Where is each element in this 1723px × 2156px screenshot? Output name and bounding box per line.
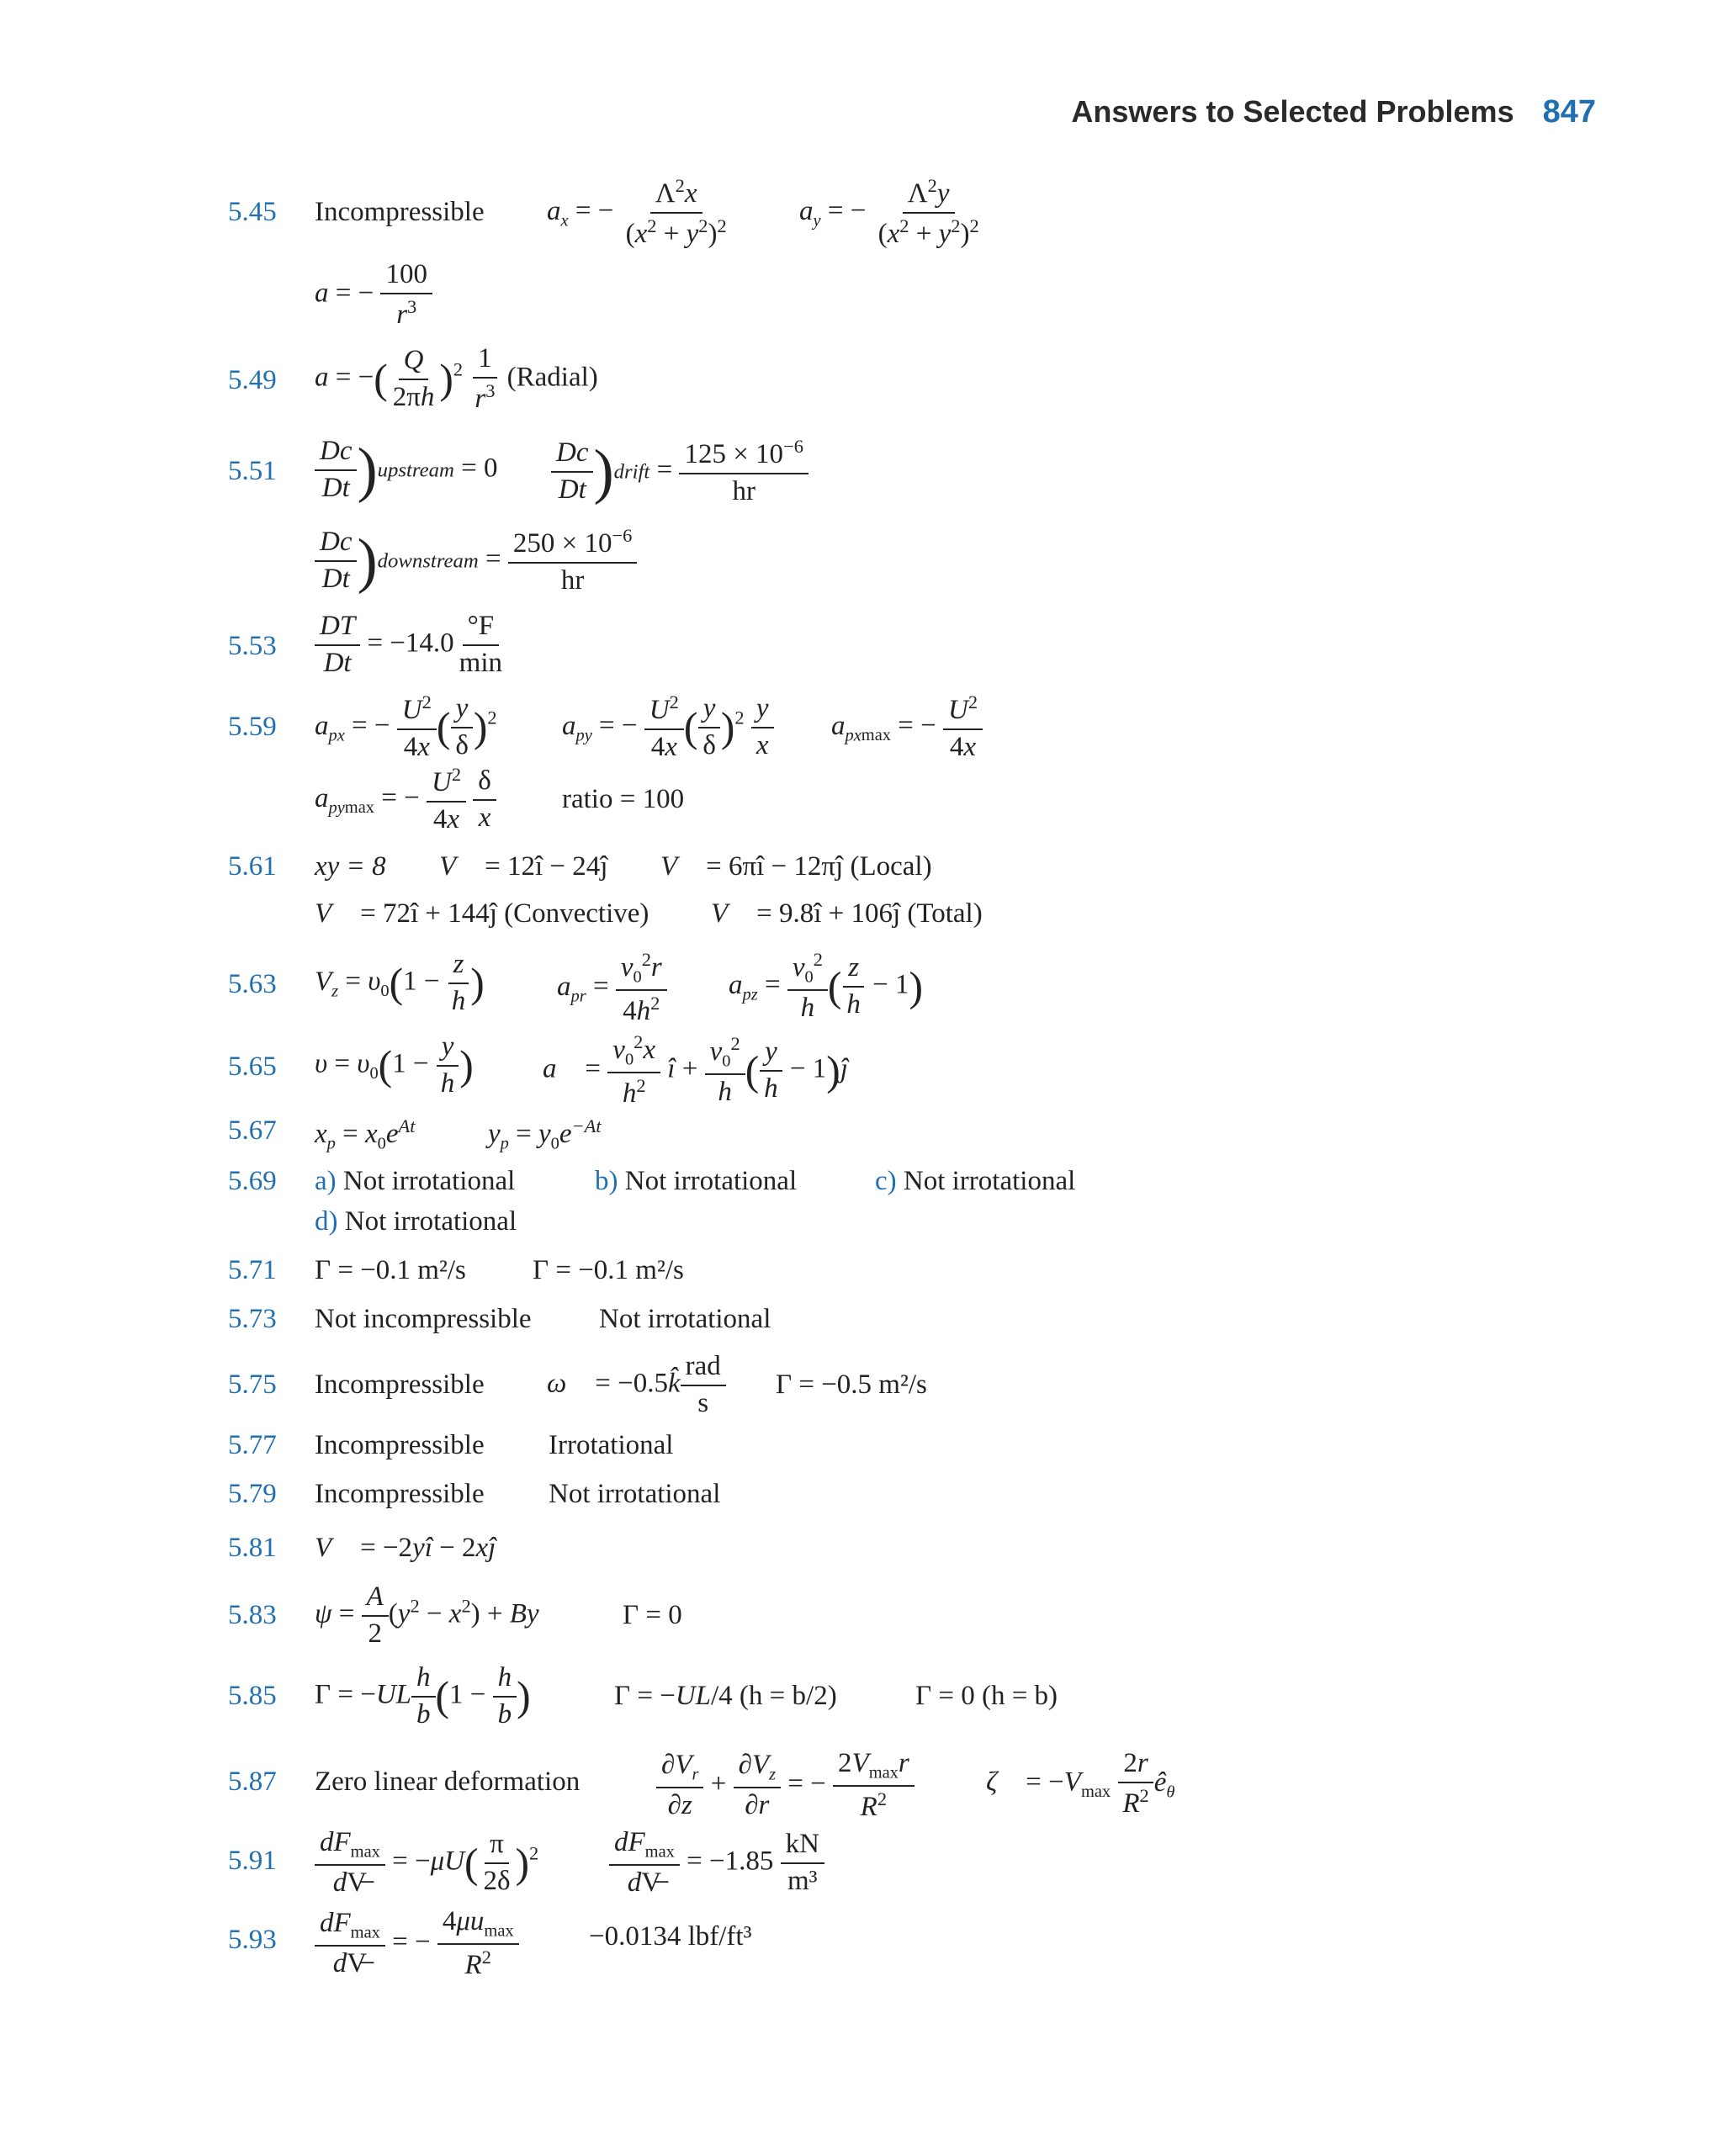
equation-psi: ψ = $\frac{A}{2}$ $(y^2 - x^2) + By$ [315,1581,539,1649]
ratio-text: ratio = 100 [562,784,685,814]
problem-number: 5.83 [228,1600,277,1630]
circulation-2: Γ = −0.1 m²/s [533,1255,684,1285]
equation-apz: $a_{pz}$ = $\frac{v_0^2}{h}$ ( $\frac{z}{h}$ − 1) [729,949,923,1024]
equation-apxmax: $a_{pxmax}$ = − $\frac{U^2}{4x}$ [831,691,983,764]
equation-ay: $a_y$ = − $\frac{\Lambda^2y}{(x^2 + y^2)^2}$ [799,175,979,249]
velocity-total: V⃗ = 9.8î + 106ĵ (Total) [711,898,983,929]
problem-number: 5.93 [228,1925,277,1955]
equation-vz: $V_z = \upsilon_0(1$ − $\frac{z}{h}$ ) [315,949,485,1016]
part-c: c) Not irrotational [875,1166,1076,1196]
equation-yp: $y_p = y_0e^{-At}$ [488,1115,602,1153]
equation-a-radial: a = −( $\frac{Q}{2\pi h}$ )$^2$ $\frac{1}{r^3}$ (Radial) [315,343,598,414]
equation-deformation: $\frac{\partial V_r}{\partial z}$ + $\frac{\partial V_z}{\partial r}$ = − $\frac{2V_{max}r}{R^2}$ [656,1748,915,1824]
problem-number: 5.49 [228,365,277,395]
answer-text-2: Not irrotational [599,1304,771,1334]
gamma-zero: Γ = 0 (h = b) [915,1681,1058,1711]
header-title: Answers to Selected Problems [1071,94,1514,129]
problem-number: 5.91 [228,1846,277,1876]
equation-apymax: $a_{pymax}$ = − $\frac{U^2}{4x}$ $\frac{\delta}{x}$ [315,764,496,836]
problem-number: 5.63 [228,969,277,999]
answer-text: Zero linear deformation [315,1767,581,1797]
equation-acceleration: a⃗ = $\frac{v_0^2x}{h^2}$ î + $\frac{v_0^2}{h}$ ( $\frac{y}{h}$ − 1)ĵ [543,1031,848,1110]
velocity-1: V⃗ = 12î − 24ĵ [439,851,608,882]
equation-ax: $a_x$ = − $\frac{\Lambda^2x}{(x^2 + y^2)^2}$ [547,175,727,249]
problem-number: 5.45 [228,197,277,227]
equation-dfmax-value: $\frac{dF_{max}}{dV̶}$ = −1.85 $\frac{kN}{\text{m³}}$ [609,1827,824,1899]
equation-vorticity: ζ⃗ = $-V_{max}$ $\frac{2r}{R^2}$ $ê_\theta$ [986,1748,1175,1819]
equation-apy: $a_{py}$ = − $\frac{U^2}{4x}$ ( $\frac{y}{\delta}$ )$^2$ $\frac{y}{x}$ [562,691,774,764]
problem-number: 5.85 [228,1681,277,1711]
problem-number: 5.73 [228,1304,277,1334]
answer-text-1: Not incompressible [315,1304,532,1334]
circulation: Γ = −0.5 m²/s [776,1369,927,1400]
answer-text-1: Incompressible [315,1430,485,1460]
answer-text: Incompressible [315,197,485,227]
answer-text-1: Incompressible [315,1479,485,1509]
equation-omega: ω⃗ = −0.5k̂ $\frac{\text{rad}}{s}$ [547,1351,726,1420]
circulation-1: Γ = −0.1 m²/s [315,1255,466,1285]
problem-number: 5.69 [228,1166,277,1196]
page-number: 847 [1542,94,1596,130]
problem-number: 5.53 [228,631,277,661]
answer-text-2: Not irrotational [549,1479,721,1509]
equation-xp: $x_p = x_0e^{At}$ [315,1115,416,1153]
problem-number: 5.61 [228,851,277,882]
problem-number: 5.77 [228,1430,277,1460]
problem-number: 5.51 [228,456,277,486]
problem-number: 5.87 [228,1767,277,1797]
equation-velocity: V⃗ = −2yî − 2xĵ [315,1533,496,1563]
answer-text-2: Irrotational [549,1430,674,1460]
problem-number: 5.67 [228,1115,277,1146]
gamma-half: Γ = −UL/4 (h = b/2) [614,1681,837,1711]
equation-dcdt-upstream: $\frac{Dc}{Dt}$ )upstream = 0 [315,436,498,505]
equation-dtdt: $\frac{DT}{Dt}$ = −14.0 $\frac{^\circ F}{\min}$ [315,611,507,680]
equation-v: $\upsilon = \upsilon_0(1$ − $\frac{y}{h}$ ) [315,1031,474,1099]
equation-a: a = − $\frac{100}{r^3}$ [315,259,432,331]
value-text: −0.0134 lbf/ft³ [589,1921,752,1952]
xy-equation: xy = 8 [315,851,386,882]
part-a: a) Not irrotational [315,1166,516,1196]
problem-number: 5.71 [228,1255,277,1285]
problem-number: 5.59 [228,712,277,742]
circulation: Γ = 0 [623,1600,682,1630]
velocity-convective: V⃗ = 72î + 144ĵ (Convective) [315,898,649,929]
equation-apr: $a_{pr}$ = $\frac{v_0^2r}{4h^2}$ [557,949,667,1028]
radial-note: (Radial) [506,362,598,393]
part-d: d) Not irrotational [315,1206,517,1237]
equation-dfmax: $\frac{dF_{max}}{dV̶}$ = −μU( $\frac{\pi}{2\delta}$ )$^2$ [315,1827,538,1899]
part-b: b) Not irrotational [595,1166,798,1196]
problem-number: 5.81 [228,1533,277,1563]
equation-dcdt-downstream: $\frac{Dc}{Dt}$ )downstream = $\frac{250 \times 10^{-6}}{hr}$ [315,525,637,597]
problem-number: 5.79 [228,1479,277,1509]
equation-gamma: Γ = −UL $\frac{h}{b}$ (1 − $\frac{h}{b}$ ) [315,1662,531,1730]
equation-dfmax-pipe: $\frac{dF_{max}}{dV̶}$ = − $\frac{4\mu u_{max}}{R^2}$ [315,1906,519,1982]
equation-apx: $a_{px}$ = − $\frac{U^2}{4x}$ ( $\frac{y}{\delta}$ )$^2$ [315,691,497,762]
equation-dcdt-drift: $\frac{Dc}{Dt}$ )drift = $\frac{125 \times 10^{-6}}{hr}$ [551,436,808,508]
answer-text: Incompressible [315,1369,485,1400]
running-header [1071,94,1596,130]
problem-number: 5.75 [228,1369,277,1400]
problem-number: 5.65 [228,1052,277,1082]
velocity-local: V⃗ = 6πî − 12πĵ (Local) [660,851,932,882]
